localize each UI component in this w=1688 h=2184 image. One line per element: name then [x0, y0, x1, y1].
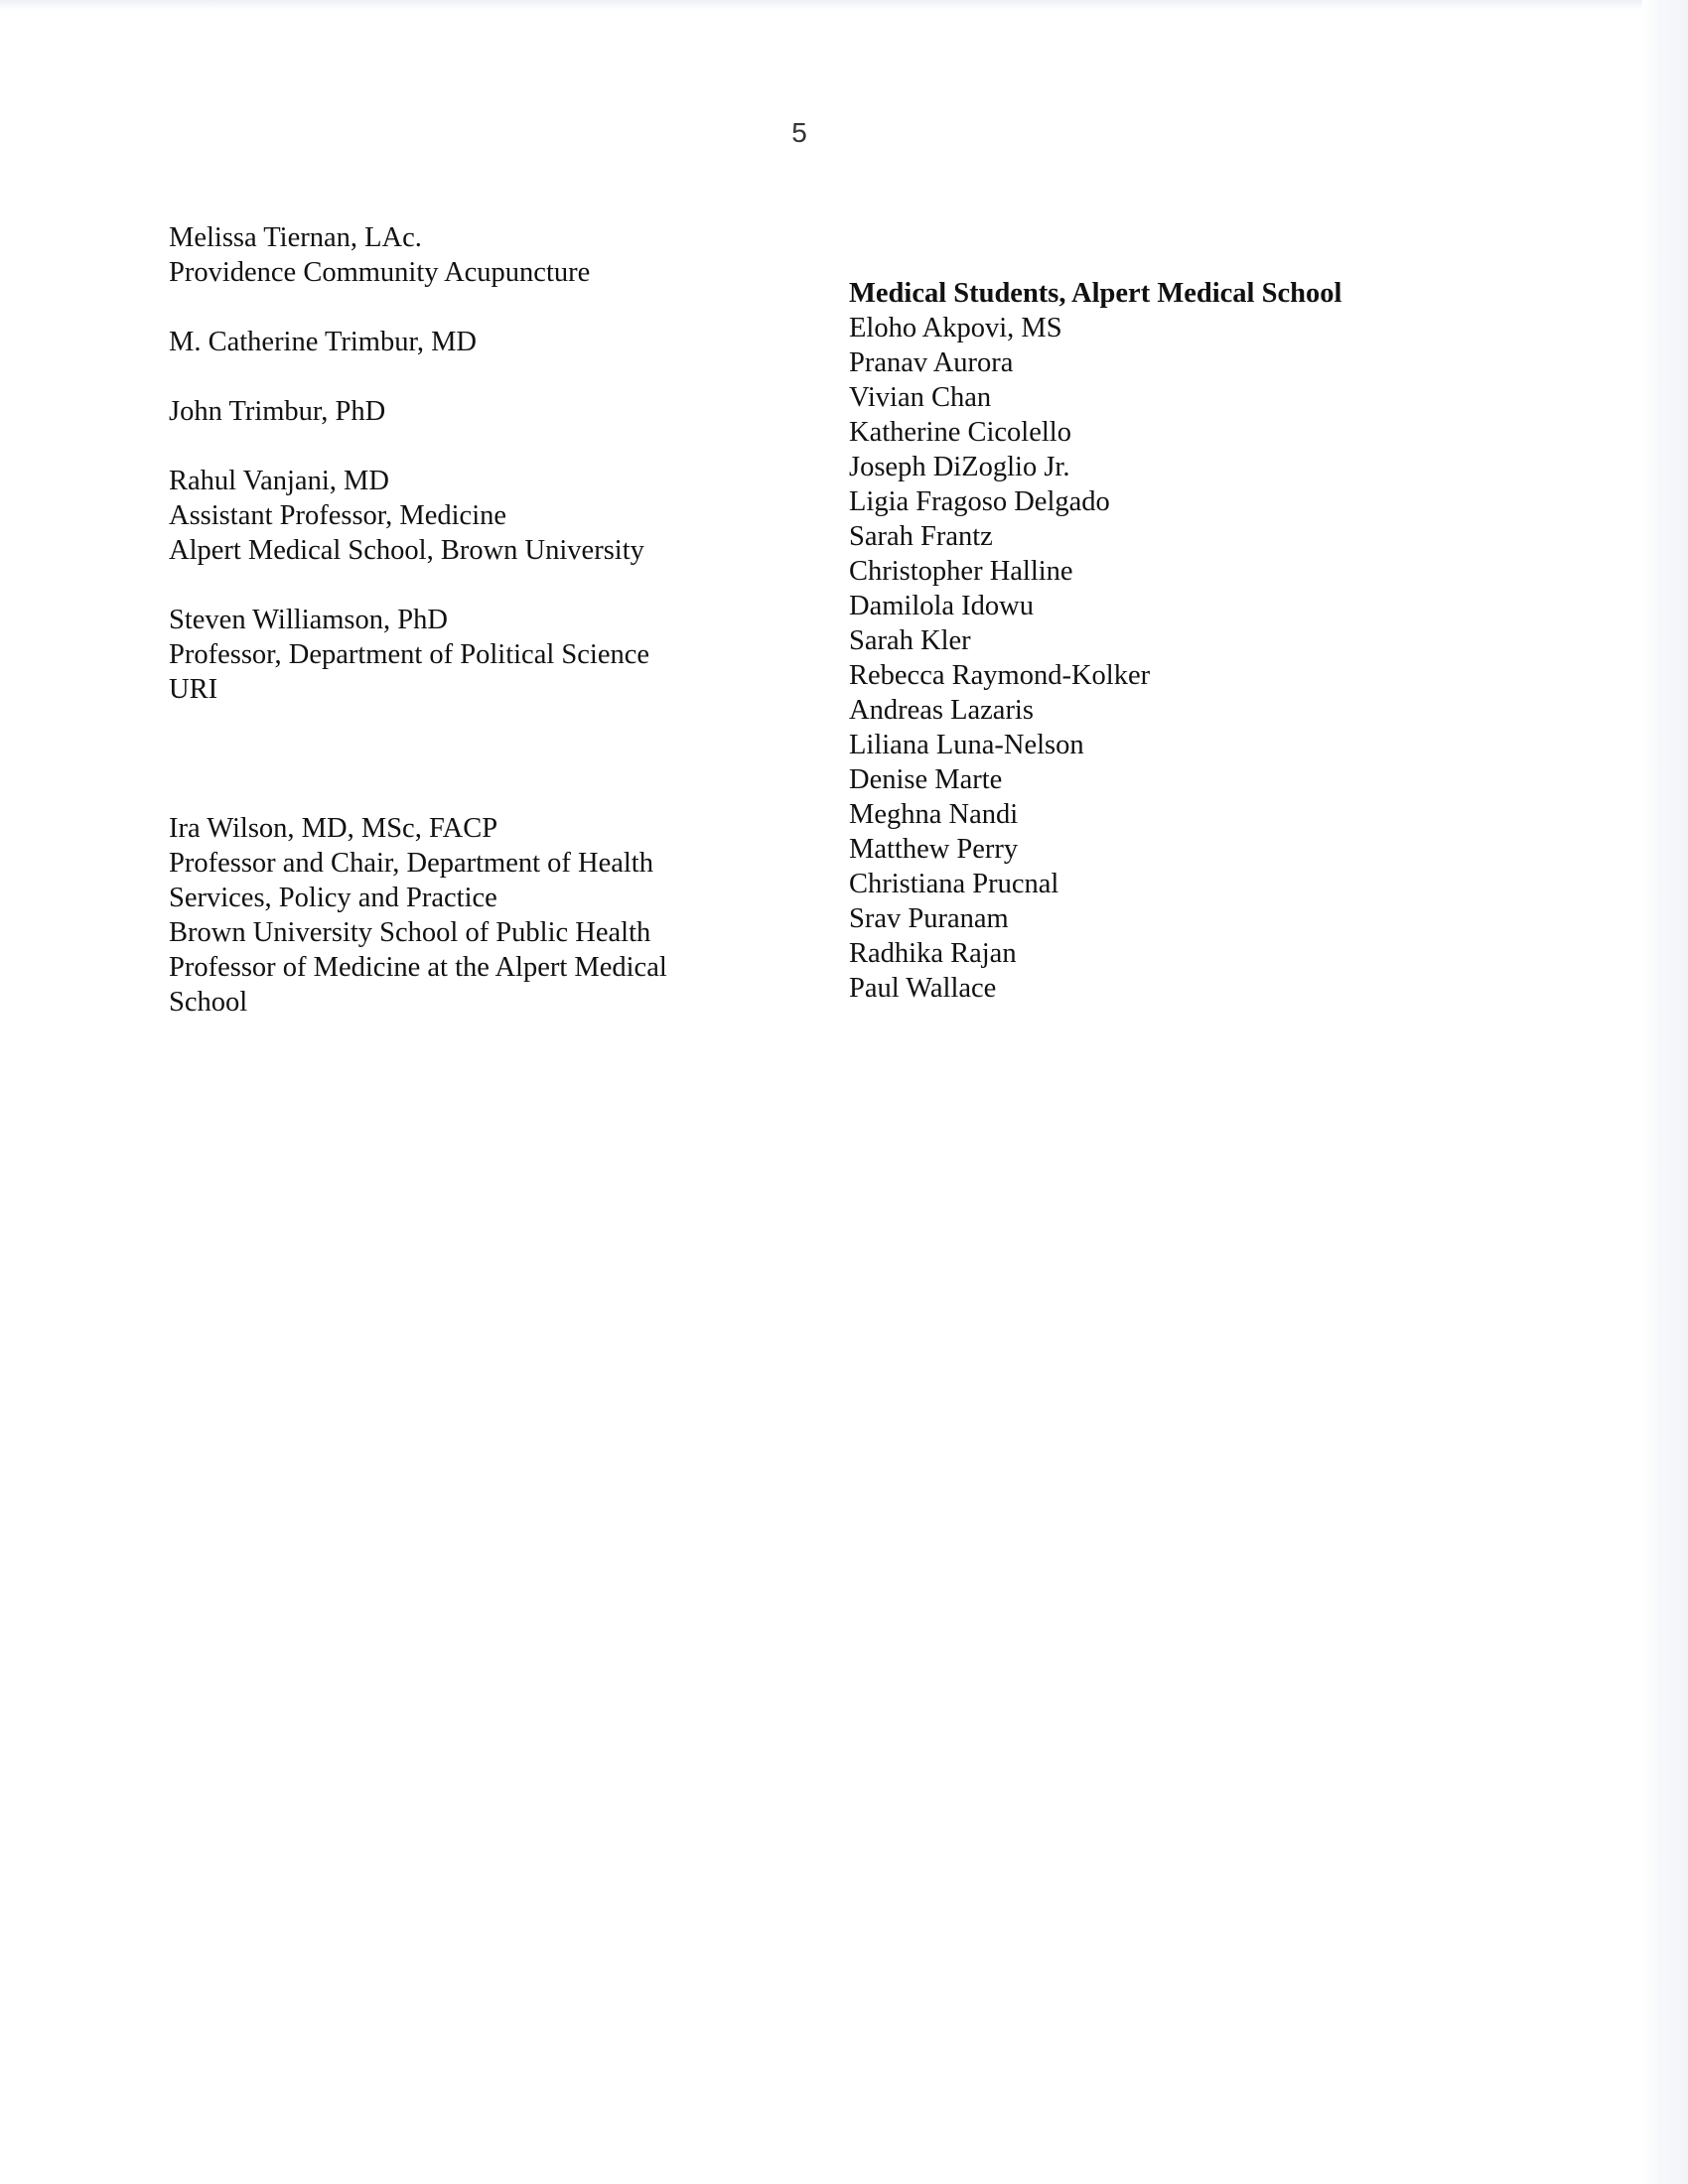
- student-name: Rebecca Raymond-Kolker: [849, 660, 1151, 691]
- signatory-name: Rahul Vanjani, MD: [169, 466, 389, 496]
- signatory-entry: [169, 325, 765, 359]
- student-name: Christiana Prucnal: [849, 869, 1059, 899]
- signatory-affiliation: Providence Community Acupuncture: [169, 257, 591, 288]
- student-name: Christopher Halline: [849, 556, 1073, 587]
- signatory-affiliation: URI: [169, 674, 218, 705]
- student-name: Paul Wallace: [849, 973, 997, 1004]
- signatory-title: Professor, Department of Political Science: [169, 639, 650, 670]
- signatory-title: Assistant Professor, Medicine: [169, 500, 507, 531]
- student-name: Damilola Idowu: [849, 591, 1035, 621]
- medical-students-column: [849, 276, 1405, 1006]
- student-name: Denise Marte: [849, 764, 1003, 795]
- signatory-entry: [169, 464, 765, 568]
- medical-students-heading: Medical Students, Alpert Medical School: [849, 278, 1342, 309]
- signatory-name: Melissa Tiernan, LAc.: [169, 222, 422, 253]
- student-name: Andreas Lazaris: [849, 695, 1034, 726]
- student-name: Sarah Kler: [849, 625, 971, 656]
- signatory-entry: [169, 220, 765, 290]
- student-name: Liliana Luna-Nelson: [849, 730, 1084, 760]
- student-name: Sarah Frantz: [849, 521, 993, 552]
- student-name: Vivian Chan: [849, 382, 992, 413]
- signatory-name: M. Catherine Trimbur, MD: [169, 327, 477, 357]
- signatory-affiliation: Alpert Medical School, Brown University: [169, 535, 644, 566]
- signatory-entry: [169, 811, 765, 1020]
- signatory-name: John Trimbur, PhD: [169, 396, 386, 427]
- student-name: Eloho Akpovi, MS: [849, 313, 1062, 343]
- student-name: Matthew Perry: [849, 834, 1019, 865]
- student-list: [849, 311, 1405, 1006]
- signatories-left-column: [169, 220, 765, 1054]
- scan-edge-top: [0, 0, 1688, 10]
- signatory-title: Professor of Medicine at the Alpert Medical: [169, 952, 667, 983]
- signatory-title: Services, Policy and Practice: [169, 883, 497, 913]
- signatory-entry: [169, 394, 765, 429]
- page-number: 5: [791, 117, 807, 148]
- student-name: Radhika Rajan: [849, 938, 1017, 969]
- student-name: Ligia Fragoso Delgado: [849, 486, 1110, 517]
- student-name: Katherine Cicolello: [849, 417, 1071, 448]
- student-name: Joseph DiZoglio Jr.: [849, 452, 1070, 482]
- student-name: Pranav Aurora: [849, 347, 1014, 378]
- signatory-title: Professor and Chair, Department of Health: [169, 848, 653, 879]
- scan-edge-right: [1642, 0, 1688, 2184]
- signatory-name: Ira Wilson, MD, MSc, FACP: [169, 813, 498, 844]
- signatory-entry: [169, 603, 765, 707]
- signatory-affiliation: Brown University School of Public Health: [169, 917, 651, 948]
- signatory-name: Steven Williamson, PhD: [169, 605, 448, 635]
- signatory-title: School: [169, 987, 248, 1018]
- student-name: Srav Puranam: [849, 903, 1009, 934]
- student-name: Meghna Nandi: [849, 799, 1019, 830]
